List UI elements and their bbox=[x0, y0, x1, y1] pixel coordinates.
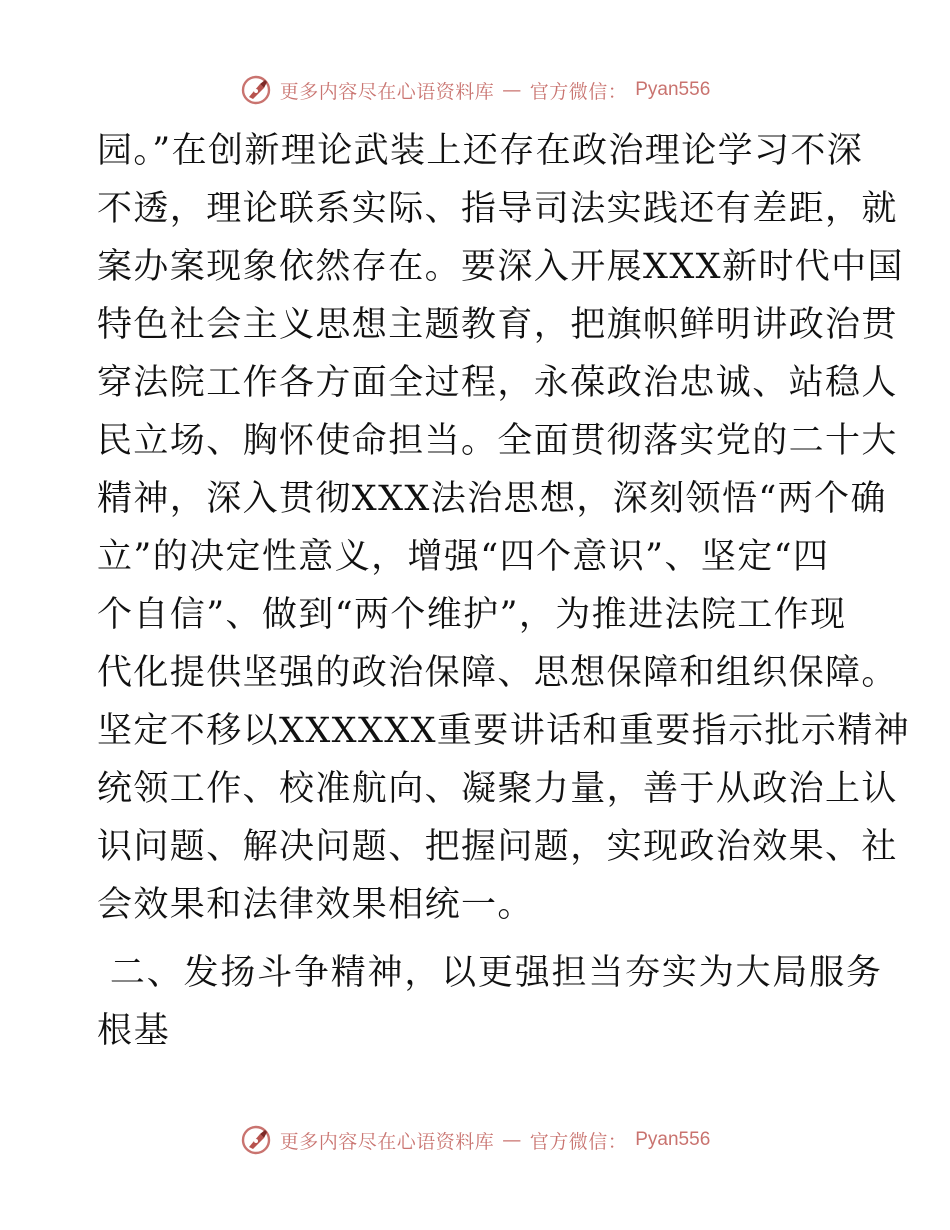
watermark-wechat-id: Pyan556 bbox=[635, 79, 711, 100]
paragraph-line: 坚定不移以XXXXXX重要讲话和重要指示批示精神 bbox=[97, 711, 911, 751]
watermark-brand-text: 更多内容尽在心语资料库 bbox=[279, 1130, 495, 1153]
watermark-dash: — bbox=[502, 79, 522, 101]
paragraph-line: 识问题、解决问题、把握问题，实现政治效果、社 bbox=[97, 827, 898, 867]
paragraph-line: 穿法院工作各方面全过程，永葆政治忠诚、站稳人 bbox=[97, 363, 898, 403]
watermark-wechat-id: Pyan556 bbox=[635, 1129, 711, 1150]
paragraph-line: 案办案现象依然存在。要深入开展XXX新时代中国 bbox=[97, 247, 904, 287]
heading-line: 根基 bbox=[97, 1011, 171, 1051]
paragraph-line: 统领工作、校准航向、凝聚力量，善于从政治上认 bbox=[97, 769, 898, 809]
footer-watermark bbox=[0, 1120, 950, 1160]
paragraph-line: 特色社会主义思想主题教育，把旗帜鲜明讲政治贯 bbox=[97, 305, 898, 345]
paragraph-line: 个自信”、做到“两个维护”，为推进法院工作现 bbox=[97, 595, 847, 635]
header-watermark bbox=[0, 70, 950, 110]
pen-nib-circle-icon bbox=[240, 74, 272, 106]
pen-nib-circle-icon bbox=[240, 1124, 272, 1156]
paragraph-line: 不透，理论联系实际、指导司法实践还有差距，就 bbox=[97, 189, 898, 229]
paragraph-line: 会效果和法律效果相统一。 bbox=[97, 885, 534, 925]
heading-line: 二、发扬斗争精神，以更强担当夯实为大局服务 bbox=[97, 953, 883, 993]
watermark-wechat-label: 官方微信： bbox=[529, 1130, 628, 1153]
paragraph-line: 立”的决定性意义，增强“四个意识”、坚定“四 bbox=[97, 537, 830, 577]
document-body bbox=[97, 122, 911, 1060]
section-heading bbox=[97, 944, 883, 1060]
paragraph-line: 精神，深入贯彻XXX法治思想，深刻领悟“两个确 bbox=[97, 479, 887, 519]
watermark-brand-text: 更多内容尽在心语资料库 bbox=[279, 80, 495, 103]
paragraph-line: 园。”在创新理论武装上还存在政治理论学习不深 bbox=[97, 131, 864, 171]
paragraph-line: 代化提供坚强的政治保障、思想保障和组织保障。 bbox=[97, 653, 898, 693]
paragraph-line: 民立场、胸怀使命担当。全面贯彻落实党的二十大 bbox=[97, 421, 898, 461]
watermark-dash: — bbox=[502, 1129, 522, 1151]
body-paragraph bbox=[97, 122, 911, 934]
watermark-wechat-label: 官方微信： bbox=[529, 80, 628, 103]
